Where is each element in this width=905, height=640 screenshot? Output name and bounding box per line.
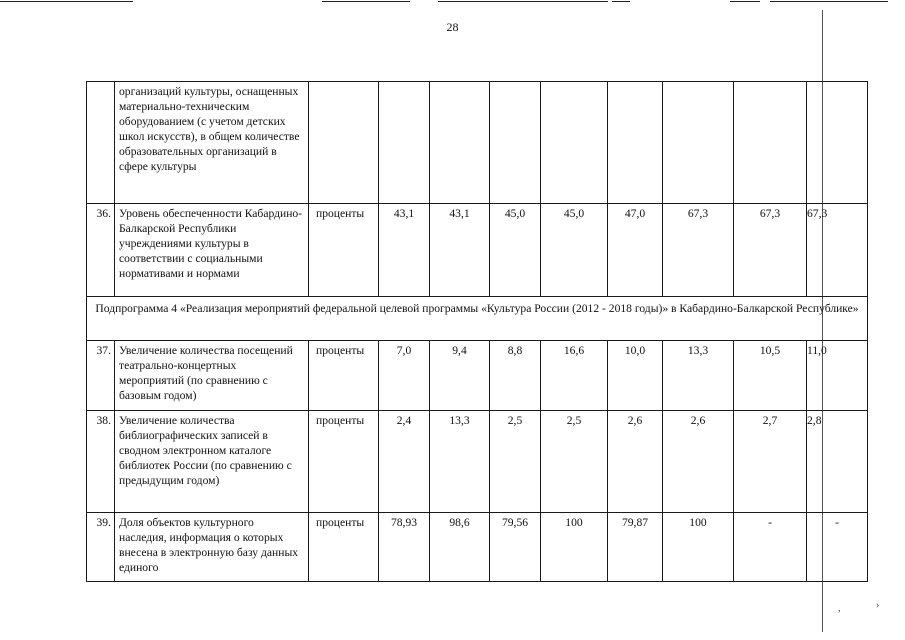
value-cell: 45,0 <box>541 204 608 297</box>
value-cell <box>608 82 663 204</box>
value-cell: 2,6 <box>663 411 734 513</box>
table-row <box>87 411 868 513</box>
value-cell: 7,0 <box>379 341 430 411</box>
value-cell <box>430 82 490 204</box>
table-row <box>87 204 868 297</box>
value-cell: 98,6 <box>430 513 490 582</box>
indicator-name: Уровень обеспеченности Кабардино-Балкарской Республики учреждениями культуры в соответствии с социальными нормативами и нормами <box>115 204 309 297</box>
value-cell: 78,93 <box>379 513 430 582</box>
value-cell: - <box>807 513 868 582</box>
unit-cell: проценты <box>309 513 379 582</box>
value-cell: 10,0 <box>608 341 663 411</box>
scan-artifact-line <box>0 1 133 2</box>
page-number: 28 <box>446 20 459 34</box>
indicator-name: Увеличение количества посещений театрально-концертных мероприятий (по сравнению с базовым годом) <box>115 341 309 411</box>
value-cell: 79,56 <box>490 513 541 582</box>
subprogram-title: Подпрограмма 4 «Реализация мероприятий федеральной целевой программы «Культура России (2012 - 2018 годы)» в Кабардино-Балкарской Республике» <box>87 297 868 341</box>
value-cell: 2,6 <box>608 411 663 513</box>
value-cell: 9,4 <box>430 341 490 411</box>
row-number <box>87 82 115 204</box>
unit-cell: проценты <box>309 411 379 513</box>
unit-cell: проценты <box>309 204 379 297</box>
scan-speck: › <box>876 600 880 611</box>
value-cell: 100 <box>663 513 734 582</box>
value-cell: 2,8 <box>807 411 868 513</box>
indicator-name: Доля объектов культурного наследия, информация о которых внесена в электронную базу данных единого <box>115 513 309 582</box>
scan-artifact-line <box>322 1 410 2</box>
value-cell: 79,87 <box>608 513 663 582</box>
value-cell: 8,8 <box>490 341 541 411</box>
scan-artifact-line <box>770 1 888 2</box>
value-cell: 13,3 <box>430 411 490 513</box>
table-row <box>87 341 868 411</box>
row-number: 38. <box>87 411 115 513</box>
unit-cell <box>309 82 379 204</box>
scan-artifact-line <box>730 1 760 2</box>
value-cell: 43,1 <box>379 204 430 297</box>
value-cell <box>541 82 608 204</box>
value-cell: 67,3 <box>734 204 807 297</box>
value-cell: 100 <box>541 513 608 582</box>
value-cell: 2,4 <box>379 411 430 513</box>
table-row <box>87 82 868 204</box>
value-cell: 2,5 <box>541 411 608 513</box>
row-number: 39. <box>87 513 115 582</box>
value-cell: 13,3 <box>663 341 734 411</box>
value-cell <box>490 82 541 204</box>
row-number: 37. <box>87 341 115 411</box>
value-cell: 16,6 <box>541 341 608 411</box>
row-number: 36. <box>87 204 115 297</box>
value-cell: 11,0 <box>807 341 868 411</box>
scan-speck: , <box>838 603 841 614</box>
value-cell: 2,5 <box>490 411 541 513</box>
value-cell <box>734 82 807 204</box>
value-cell: 45,0 <box>490 204 541 297</box>
scan-artifact-line <box>612 1 630 2</box>
value-cell <box>663 82 734 204</box>
table-row <box>87 513 868 582</box>
value-cell: 10,5 <box>734 341 807 411</box>
value-cell <box>807 82 868 204</box>
value-cell <box>379 82 430 204</box>
value-cell: - <box>734 513 807 582</box>
subprogram-row <box>87 297 868 341</box>
value-cell: 47,0 <box>608 204 663 297</box>
indicator-name: организаций культуры, оснащенных материально-техническим оборудованием (с учетом детских школ искусств), в общем количестве образовательных организаций в сфере культуры <box>115 82 309 204</box>
indicator-name: Увеличение количества библиографических записей в сводном электронном каталоге библиотек России (по сравнению с предыдущим годом) <box>115 411 309 513</box>
value-cell: 67,3 <box>807 204 868 297</box>
scan-artifact-line <box>438 1 608 2</box>
value-cell: 2,7 <box>734 411 807 513</box>
unit-cell: проценты <box>309 341 379 411</box>
value-cell: 67,3 <box>663 204 734 297</box>
indicators-table <box>86 81 868 582</box>
value-cell: 43,1 <box>430 204 490 297</box>
